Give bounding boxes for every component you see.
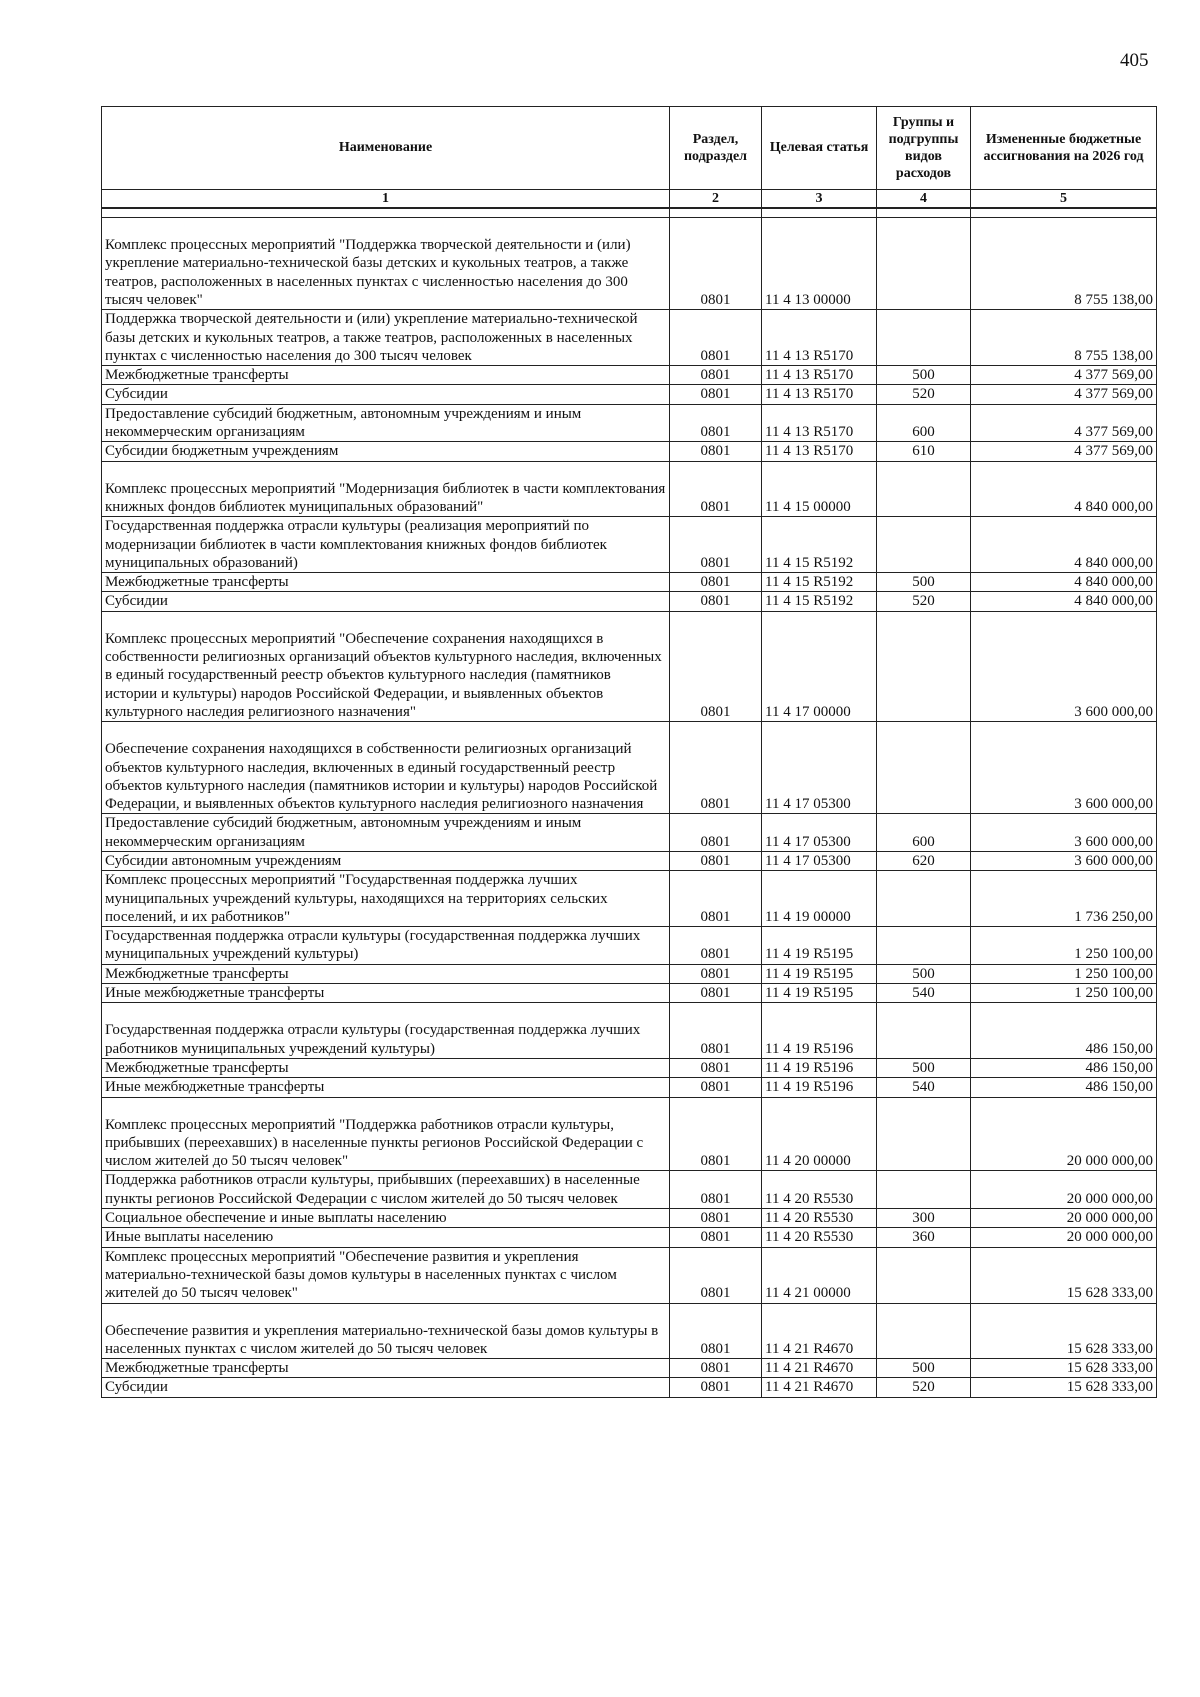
- row-group: [877, 722, 971, 814]
- row-article: 11 4 17 05300: [762, 814, 877, 852]
- row-article: 11 4 19 R5196: [762, 1003, 877, 1059]
- row-amount: 4 840 000,00: [971, 517, 1157, 573]
- table-row: [102, 442, 1157, 461]
- row-amount: 4 377 569,00: [971, 404, 1157, 442]
- row-name: Субсидии бюджетным учреждениям: [102, 442, 670, 461]
- row-article: 11 4 20 R5530: [762, 1209, 877, 1228]
- row-section: 0801: [670, 1247, 762, 1303]
- row-section: 0801: [670, 1228, 762, 1247]
- row-amount: 1 736 250,00: [971, 871, 1157, 927]
- column-number-1: 1: [102, 190, 670, 209]
- table-body: [102, 208, 1157, 1397]
- row-section: 0801: [670, 722, 762, 814]
- row-article: 11 4 19 00000: [762, 871, 877, 927]
- row-section: 0801: [670, 592, 762, 611]
- row-group: [877, 927, 971, 965]
- column-number-5: 5: [971, 190, 1157, 209]
- row-group: [877, 1097, 971, 1171]
- table-row: [102, 218, 1157, 310]
- row-amount: 20 000 000,00: [971, 1209, 1157, 1228]
- row-amount: 3 600 000,00: [971, 851, 1157, 870]
- row-name: Межбюджетные трансферты: [102, 573, 670, 592]
- row-section: 0801: [670, 1359, 762, 1378]
- row-article: 11 4 17 00000: [762, 611, 877, 721]
- row-group: 520: [877, 592, 971, 611]
- row-group: [877, 611, 971, 721]
- row-group: 540: [877, 984, 971, 1003]
- row-amount: 486 150,00: [971, 1003, 1157, 1059]
- row-name: Предоставление субсидий бюджетным, автономным учреждениям и иным некоммерческим организациям: [102, 404, 670, 442]
- table-row: [102, 1247, 1157, 1303]
- row-group: [877, 517, 971, 573]
- header-group: Группы и подгруппы видов расходов: [877, 107, 971, 190]
- table-row: [102, 1228, 1157, 1247]
- row-name: Иные межбюджетные трансферты: [102, 984, 670, 1003]
- table-row: [102, 722, 1157, 814]
- row-group: [877, 871, 971, 927]
- table-row: [102, 1171, 1157, 1209]
- row-amount: 15 628 333,00: [971, 1247, 1157, 1303]
- row-article: 11 4 15 R5192: [762, 592, 877, 611]
- row-section: 0801: [670, 385, 762, 404]
- row-section: 0801: [670, 573, 762, 592]
- row-amount: 4 840 000,00: [971, 592, 1157, 611]
- row-amount: 486 150,00: [971, 1058, 1157, 1077]
- row-amount: 15 628 333,00: [971, 1378, 1157, 1397]
- row-amount: 8 755 138,00: [971, 310, 1157, 366]
- row-article: 11 4 13 R5170: [762, 442, 877, 461]
- table-row: [102, 1303, 1157, 1359]
- row-name: Поддержка творческой деятельности и (или) укрепление материально-технической базы детских и кукольных театров, а также театров, расположенных в населенных пунктах с численностью населения до 300 тысяч человек: [102, 310, 670, 366]
- row-amount: 4 840 000,00: [971, 573, 1157, 592]
- row-amount: 20 000 000,00: [971, 1228, 1157, 1247]
- row-section: 0801: [670, 366, 762, 385]
- table-row: [102, 1359, 1157, 1378]
- table-row: [102, 611, 1157, 721]
- row-name: Обеспечение сохранения находящихся в собственности религиозных организаций объектов культурного наследия, включенных в единый государственный реестр объектов культурного наследия (памятников истории и культуры) народов Российской Федерации, и выявленных объектов культурного наследия религиозного назначения: [102, 722, 670, 814]
- row-amount: 1 250 100,00: [971, 927, 1157, 965]
- row-section: 0801: [670, 871, 762, 927]
- row-amount: 486 150,00: [971, 1078, 1157, 1097]
- table-row: [102, 1378, 1157, 1397]
- row-name: Комплекс процессных мероприятий "Государственная поддержка лучших муниципальных учреждений культуры, находящихся на территориях сельских поселений, и их работников": [102, 871, 670, 927]
- row-section: 0801: [670, 814, 762, 852]
- table-row: [102, 1058, 1157, 1077]
- column-number-4: 4: [877, 190, 971, 209]
- table-row: [102, 851, 1157, 870]
- row-name: Государственная поддержка отрасли культуры (государственная поддержка лучших муниципальных учреждений культуры): [102, 927, 670, 965]
- row-section: 0801: [670, 984, 762, 1003]
- row-group: 610: [877, 442, 971, 461]
- row-group: 620: [877, 851, 971, 870]
- row-section: 0801: [670, 517, 762, 573]
- row-name: Межбюджетные трансферты: [102, 1359, 670, 1378]
- row-section: 0801: [670, 1097, 762, 1171]
- row-section: 0801: [670, 310, 762, 366]
- page-number: 405: [1120, 50, 1149, 71]
- row-amount: 4 377 569,00: [971, 366, 1157, 385]
- table-row: [102, 871, 1157, 927]
- budget-table: [101, 106, 1157, 1398]
- table-row: [102, 573, 1157, 592]
- row-article: 11 4 13 R5170: [762, 404, 877, 442]
- row-group: 500: [877, 366, 971, 385]
- row-group: [877, 218, 971, 310]
- row-name: Поддержка работников отрасли культуры, прибывших (переехавших) в населенные пункты регионов Российской Федерации с числом жителей до 50 тысяч человек: [102, 1171, 670, 1209]
- row-group: [877, 1171, 971, 1209]
- table-row: [102, 385, 1157, 404]
- row-section: 0801: [670, 1003, 762, 1059]
- row-name: Межбюджетные трансферты: [102, 964, 670, 983]
- table-row: [102, 927, 1157, 965]
- table-row: [102, 1097, 1157, 1171]
- column-number-row: [102, 190, 1157, 209]
- row-article: 11 4 13 00000: [762, 218, 877, 310]
- table-row: [102, 1003, 1157, 1059]
- header-article: Целевая статья: [762, 107, 877, 190]
- row-amount: 8 755 138,00: [971, 218, 1157, 310]
- row-article: 11 4 19 R5196: [762, 1058, 877, 1077]
- row-article: 11 4 21 R4670: [762, 1378, 877, 1397]
- row-amount: 3 600 000,00: [971, 814, 1157, 852]
- row-name: Комплекс процессных мероприятий "Обеспечение сохранения находящихся в собственности религиозных организаций объектов культурного наследия, включенных в единый государственный реестр объектов культурного наследия (памятников истории и культуры) народов Российской Федерации, и выявленных объектов культурного наследия религиозного назначения": [102, 611, 670, 721]
- row-section: 0801: [670, 461, 762, 517]
- row-name: Комплекс процессных мероприятий "Поддержка творческой деятельности и (или) укрепление материально-технической базы детских и кукольных театров, а также театров, расположенных в населенных пунктах с численностью населения до 300 тысяч человек": [102, 218, 670, 310]
- row-group: 500: [877, 1058, 971, 1077]
- row-section: 0801: [670, 611, 762, 721]
- row-group: 600: [877, 404, 971, 442]
- row-name: Субсидии: [102, 385, 670, 404]
- row-name: Предоставление субсидий бюджетным, автономным учреждениям и иным некоммерческим организациям: [102, 814, 670, 852]
- header-row: [102, 107, 1157, 190]
- row-amount: 20 000 000,00: [971, 1171, 1157, 1209]
- table-row: [102, 461, 1157, 517]
- row-group: [877, 1303, 971, 1359]
- header-spacer: [102, 208, 1157, 218]
- row-name: Иные выплаты населению: [102, 1228, 670, 1247]
- header-section: Раздел, подраздел: [670, 107, 762, 190]
- row-section: 0801: [670, 1378, 762, 1397]
- row-group: 520: [877, 385, 971, 404]
- row-name: Иные межбюджетные трансферты: [102, 1078, 670, 1097]
- row-group: [877, 1247, 971, 1303]
- row-group: 520: [877, 1378, 971, 1397]
- row-name: Государственная поддержка отрасли культуры (государственная поддержка лучших работников муниципальных учреждений культуры): [102, 1003, 670, 1059]
- row-name: Обеспечение развития и укрепления материально-технической базы домов культуры в населенных пунктах с числом жителей до 50 тысяч человек: [102, 1303, 670, 1359]
- row-section: 0801: [670, 1209, 762, 1228]
- row-section: 0801: [670, 1171, 762, 1209]
- row-article: 11 4 13 R5170: [762, 310, 877, 366]
- row-amount: 4 840 000,00: [971, 461, 1157, 517]
- column-number-3: 3: [762, 190, 877, 209]
- row-group: [877, 1003, 971, 1059]
- row-name: Межбюджетные трансферты: [102, 1058, 670, 1077]
- row-name: Субсидии автономным учреждениям: [102, 851, 670, 870]
- row-article: 11 4 13 R5170: [762, 366, 877, 385]
- row-name: Межбюджетные трансферты: [102, 366, 670, 385]
- row-amount: 3 600 000,00: [971, 722, 1157, 814]
- row-article: 11 4 19 R5195: [762, 927, 877, 965]
- row-article: 11 4 21 R4670: [762, 1303, 877, 1359]
- table-row: [102, 517, 1157, 573]
- row-section: 0801: [670, 851, 762, 870]
- row-article: 11 4 20 R5530: [762, 1171, 877, 1209]
- row-article: 11 4 19 R5195: [762, 964, 877, 983]
- row-group: 540: [877, 1078, 971, 1097]
- row-article: 11 4 15 R5192: [762, 517, 877, 573]
- row-group: 500: [877, 573, 971, 592]
- row-name: Государственная поддержка отрасли культуры (реализация мероприятий по модернизации библиотек в части комплектования книжных фондов библиотек муниципальных образований): [102, 517, 670, 573]
- row-name: Комплекс процессных мероприятий "Поддержка работников отрасли культуры, прибывших (переехавших) в населенные пункты регионов Российской Федерации с числом жителей до 50 тысяч человек": [102, 1097, 670, 1171]
- table-row: [102, 1209, 1157, 1228]
- header-name: Наименование: [102, 107, 670, 190]
- row-article: 11 4 21 R4670: [762, 1359, 877, 1378]
- row-section: 0801: [670, 1078, 762, 1097]
- row-group: 600: [877, 814, 971, 852]
- row-article: 11 4 20 00000: [762, 1097, 877, 1171]
- column-number-2: 2: [670, 190, 762, 209]
- table-row: [102, 984, 1157, 1003]
- row-group: 500: [877, 964, 971, 983]
- row-name: Социальное обеспечение и иные выплаты населению: [102, 1209, 670, 1228]
- row-amount: 4 377 569,00: [971, 385, 1157, 404]
- row-group: 360: [877, 1228, 971, 1247]
- row-article: 11 4 13 R5170: [762, 385, 877, 404]
- row-article: 11 4 17 05300: [762, 851, 877, 870]
- row-amount: 1 250 100,00: [971, 984, 1157, 1003]
- row-amount: 4 377 569,00: [971, 442, 1157, 461]
- row-section: 0801: [670, 927, 762, 965]
- row-section: 0801: [670, 218, 762, 310]
- row-article: 11 4 19 R5196: [762, 1078, 877, 1097]
- row-article: 11 4 21 00000: [762, 1247, 877, 1303]
- row-section: 0801: [670, 442, 762, 461]
- row-section: 0801: [670, 1303, 762, 1359]
- row-section: 0801: [670, 1058, 762, 1077]
- row-amount: 3 600 000,00: [971, 611, 1157, 721]
- row-name: Комплекс процессных мероприятий "Обеспечение развития и укрепления материально-технической базы домов культуры в населенных пунктах с числом жителей до 50 тысяч человек": [102, 1247, 670, 1303]
- row-amount: 15 628 333,00: [971, 1359, 1157, 1378]
- row-section: 0801: [670, 964, 762, 983]
- table-row: [102, 1078, 1157, 1097]
- row-section: 0801: [670, 404, 762, 442]
- row-article: 11 4 15 R5192: [762, 573, 877, 592]
- row-group: [877, 310, 971, 366]
- row-name: Комплекс процессных мероприятий "Модернизация библиотек в части комплектования книжных фондов библиотек муниципальных образований": [102, 461, 670, 517]
- row-name: Субсидии: [102, 1378, 670, 1397]
- table-row: [102, 592, 1157, 611]
- row-article: 11 4 19 R5195: [762, 984, 877, 1003]
- row-article: 11 4 20 R5530: [762, 1228, 877, 1247]
- row-group: 500: [877, 1359, 971, 1378]
- table-row: [102, 366, 1157, 385]
- table-row: [102, 310, 1157, 366]
- row-group: 300: [877, 1209, 971, 1228]
- row-name: Субсидии: [102, 592, 670, 611]
- table-row: [102, 964, 1157, 983]
- row-amount: 20 000 000,00: [971, 1097, 1157, 1171]
- header-amount: Измененные бюджетные ассигнования на 2026 год: [971, 107, 1157, 190]
- table-row: [102, 814, 1157, 852]
- row-article: 11 4 15 00000: [762, 461, 877, 517]
- row-article: 11 4 17 05300: [762, 722, 877, 814]
- row-amount: 1 250 100,00: [971, 964, 1157, 983]
- row-amount: 15 628 333,00: [971, 1303, 1157, 1359]
- table-row: [102, 404, 1157, 442]
- row-group: [877, 461, 971, 517]
